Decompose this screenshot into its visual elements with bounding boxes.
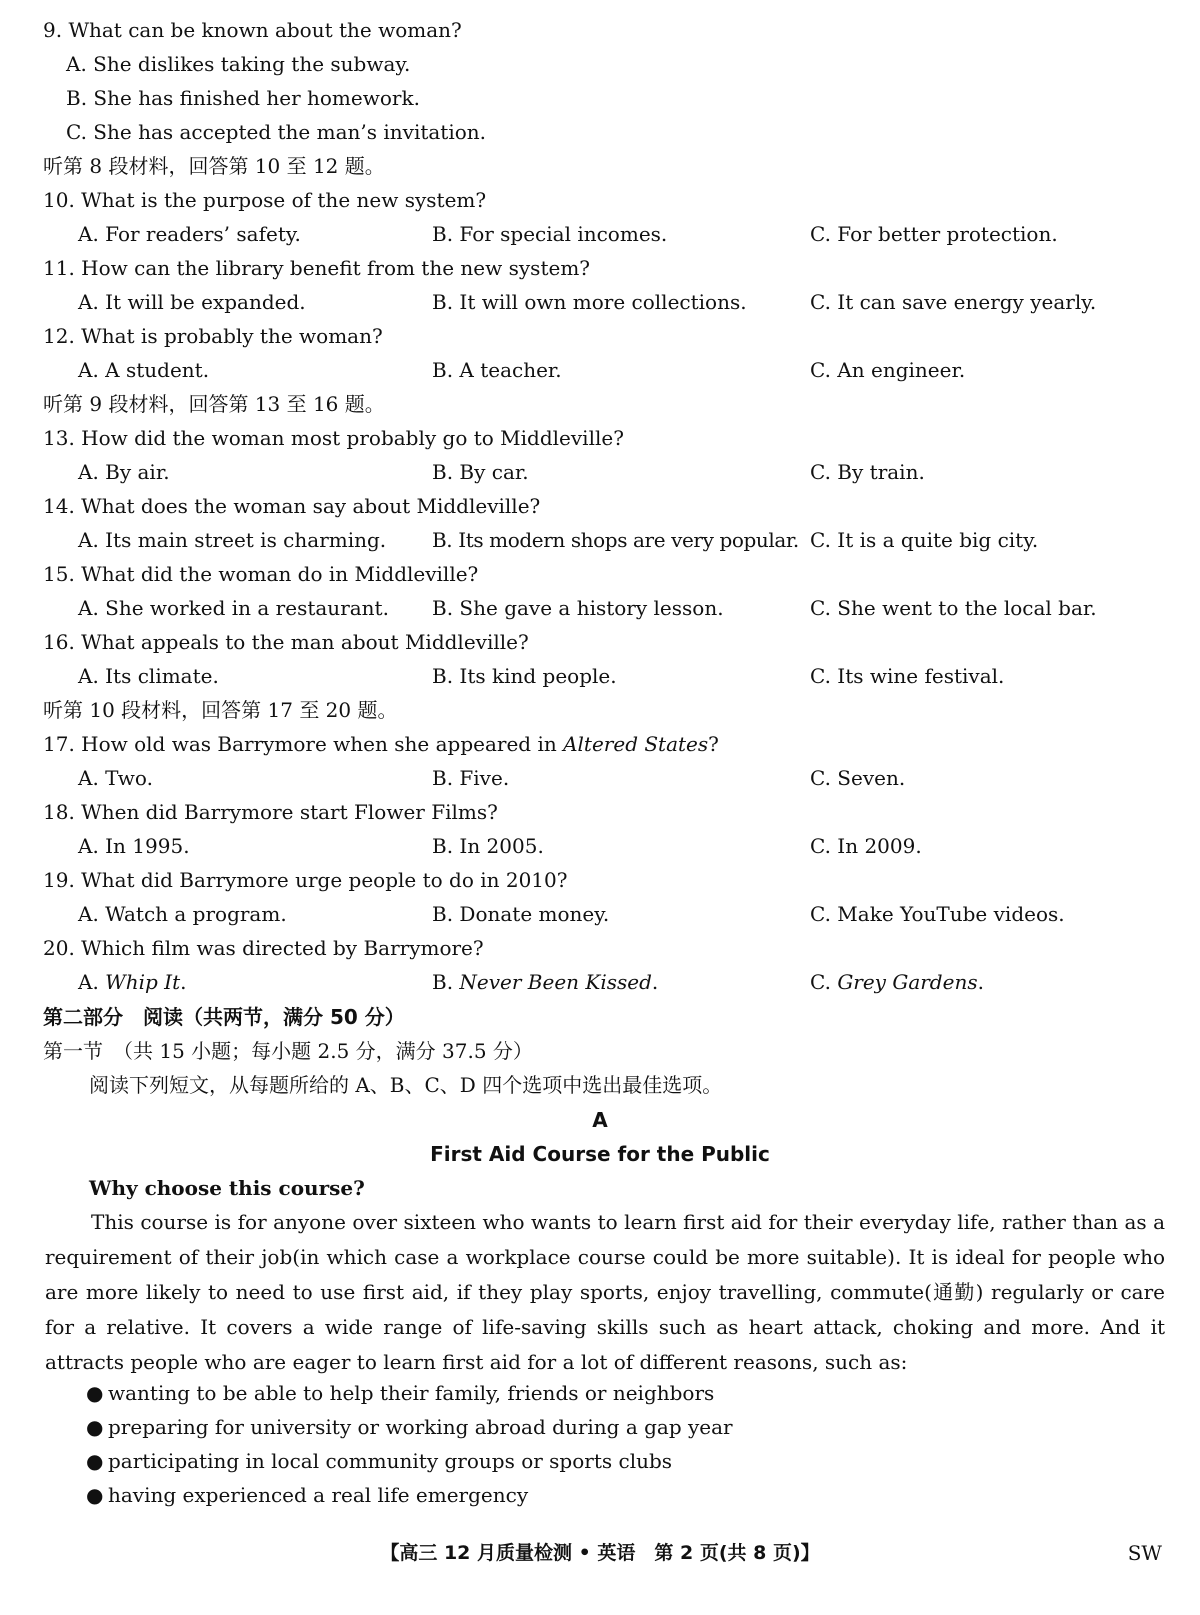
question-14-stem: 14. What does the woman say about Middleville? — [43, 494, 541, 518]
section-8-instruction: 听第 8 段材料，回答第 10 至 12 题。 — [43, 154, 385, 178]
option-a-letter: A. — [78, 970, 106, 994]
question-11-stem: 11. How can the library benefit from the new system? — [43, 256, 591, 280]
question-11-option-a: A. It will be expanded. — [78, 290, 306, 314]
option-a-period: . — [180, 970, 187, 994]
question-9-stem: 9. What can be known about the woman? — [43, 18, 462, 42]
question-20-option-b — [432, 969, 658, 995]
bullet-text: wanting to be able to help their family, friends or neighbors — [108, 1381, 715, 1405]
question-9-option-b: B. She has finished her homework. — [66, 86, 420, 110]
option-c-period: . — [977, 970, 984, 994]
question-14-option-b: B. Its modern shops are very popular. — [432, 528, 799, 552]
passage-subheading: Why choose this course? — [89, 1176, 365, 1200]
question-13-stem: 13. How did the woman most probably go to Middleville? — [43, 426, 624, 450]
question-12-option-c: C. An engineer. — [810, 358, 966, 382]
question-13-option-b: B. By car. — [432, 460, 529, 484]
bullet-icon: ● — [86, 1381, 104, 1405]
question-10-option-b: B. For special incomes. — [432, 222, 668, 246]
question-18-stem: 18. When did Barrymore start Flower Films? — [43, 800, 498, 824]
question-15-option-a: A. She worked in a restaurant. — [78, 596, 389, 620]
question-17-option-c: C. Seven. — [810, 766, 906, 790]
question-17-stem-text: 17. How old was Barrymore when she appeared in — [43, 732, 564, 756]
question-17-film-title: Altered States — [563, 732, 709, 756]
passage-paragraph-text: This course is for anyone over sixteen who wants to learn first aid for their everyday life, rather than as a requirement of their job(in which case a workplace course could be more suitable). It is ideal for people who are more likely to need to use first aid, if they play sports, enjoy travelling, commute(通勤) regularly or care for a relative. It covers a wide range of life-saving skills such as heart attack, choking and more. And it attracts people who are eager to learn first aid for a lot of different reasons, such as: — [45, 1210, 1165, 1374]
section-9-instruction: 听第 9 段材料，回答第 13 至 16 题。 — [43, 392, 385, 416]
question-14-option-a: A. Its main street is charming. — [78, 528, 387, 552]
bullet-text: having experienced a real life emergency — [108, 1483, 529, 1507]
option-b-film-title: Never Been Kissed — [459, 970, 652, 994]
bullet-icon: ● — [86, 1449, 104, 1473]
bullet-icon: ● — [86, 1415, 104, 1439]
question-18-option-b: B. In 2005. — [432, 834, 544, 858]
question-10-option-a: A. For readers’ safety. — [78, 222, 301, 246]
question-13-option-c: C. By train. — [810, 460, 925, 484]
question-10-option-c: C. For better protection. — [810, 222, 1058, 246]
question-17-option-a: A. Two. — [78, 766, 153, 790]
question-17-option-b: B. Five. — [432, 766, 510, 790]
question-9-option-a: A. She dislikes taking the subway. — [66, 52, 411, 76]
bullet-icon: ● — [86, 1483, 104, 1507]
bullet-item — [86, 1414, 733, 1440]
section-10-instruction: 听第 10 段材料，回答第 17 至 20 题。 — [43, 698, 398, 722]
question-19-stem: 19. What did Barrymore urge people to do in 2010? — [43, 868, 568, 892]
option-b-period: . — [651, 970, 659, 994]
part-2-heading: 第二部分 阅读（共两节，满分 50 分） — [43, 1005, 405, 1029]
passage-title: First Aid Course for the Public — [430, 1142, 770, 1166]
option-c-letter: C. — [810, 970, 838, 994]
question-20-option-c — [810, 969, 984, 995]
bullet-item — [86, 1448, 672, 1474]
question-17-stem-end: ? — [708, 732, 719, 756]
option-c-film-title: Grey Gardens — [837, 970, 978, 994]
question-19-option-b: B. Donate money. — [432, 902, 610, 926]
question-12-option-a: A. A student. — [78, 358, 210, 382]
question-13-option-a: A. By air. — [78, 460, 170, 484]
bullet-text: preparing for university or working abroad during a gap year — [108, 1415, 733, 1439]
bullet-text: participating in local community groups or sports clubs — [108, 1449, 673, 1473]
question-18-option-a: A. In 1995. — [78, 834, 190, 858]
bullet-item — [86, 1482, 528, 1508]
question-17-stem — [43, 731, 719, 757]
section-1-heading: 第一节 （共 15 小题；每小题 2.5 分，满分 37.5 分） — [43, 1039, 533, 1063]
question-16-option-c: C. Its wine festival. — [810, 664, 1005, 688]
question-20-stem: 20. Which film was directed by Barrymore? — [43, 936, 484, 960]
question-12-stem: 12. What is probably the woman? — [43, 324, 383, 348]
question-9-option-c: C. She has accepted the man’s invitation. — [66, 120, 487, 144]
question-15-option-b: B. She gave a history lesson. — [432, 596, 724, 620]
question-14-option-c: C. It is a quite big city. — [810, 528, 1039, 552]
question-16-stem: 16. What appeals to the man about Middleville? — [43, 630, 529, 654]
bullet-item — [86, 1380, 714, 1406]
question-11-option-c: C. It can save energy yearly. — [810, 290, 1097, 314]
question-19-option-c: C. Make YouTube videos. — [810, 902, 1065, 926]
passage-paragraph — [45, 1205, 1165, 1380]
option-b-letter: B. — [432, 970, 460, 994]
question-10-stem: 10. What is the purpose of the new system? — [43, 188, 487, 212]
question-18-option-c: C. In 2009. — [810, 834, 922, 858]
question-15-option-c: C. She went to the local bar. — [810, 596, 1097, 620]
question-11-option-b: B. It will own more collections. — [432, 290, 747, 314]
question-16-option-a: A. Its climate. — [78, 664, 219, 688]
reading-instruction: 阅读下列短文，从每题所给的 A、B、C、D 四个选项中选出最佳选项。 — [89, 1073, 723, 1097]
question-20-option-a — [78, 969, 186, 995]
question-12-option-b: B. A teacher. — [432, 358, 562, 382]
passage-letter: A — [592, 1108, 608, 1132]
question-16-option-b: B. Its kind people. — [432, 664, 617, 688]
page-footer: 【高三 12 月质量检测 • 英语 第 2 页(共 8 页)】 — [380, 1542, 820, 1564]
option-a-film-title: Whip It — [105, 970, 181, 994]
footer-code: SW — [1127, 1541, 1162, 1565]
question-19-option-a: A. Watch a program. — [78, 902, 287, 926]
question-15-stem: 15. What did the woman do in Middleville? — [43, 562, 479, 586]
